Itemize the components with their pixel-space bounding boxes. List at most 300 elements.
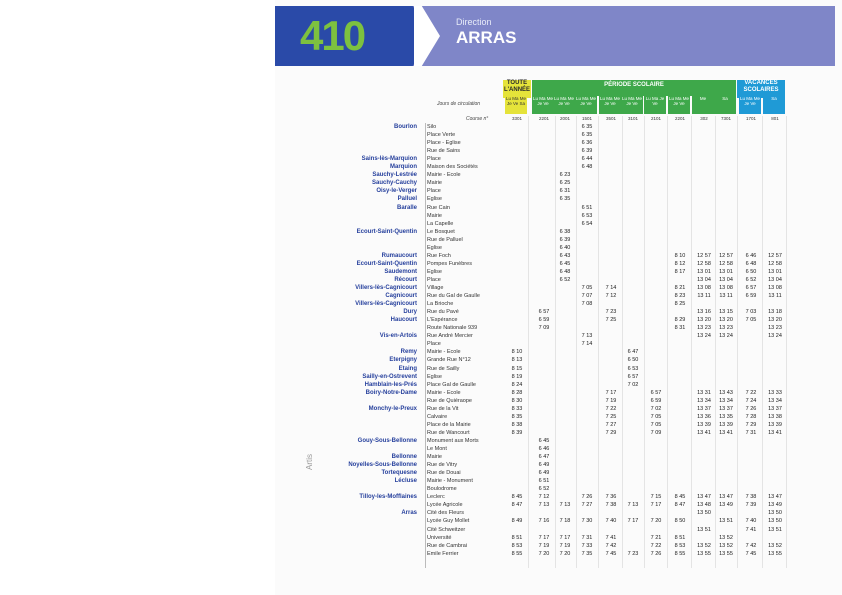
time-cell: 7 09 bbox=[538, 325, 550, 332]
time-cell: 8 55 bbox=[674, 550, 686, 557]
stop-name: Cité des Fleurs bbox=[427, 510, 464, 517]
time-cell: 13 33 bbox=[768, 389, 782, 396]
time-cell: 7 19 bbox=[538, 542, 550, 549]
time-cell: 8 45 bbox=[674, 494, 686, 501]
time-cell: 13 23 bbox=[697, 325, 711, 332]
stop-name: Pompes Funèbres bbox=[427, 260, 472, 267]
stop-name: Lycée Agricole bbox=[427, 502, 463, 509]
time-cell: 12 57 bbox=[768, 252, 782, 259]
column-days-4: Lu Ma Me Je Ve bbox=[599, 96, 621, 114]
course-caption: Course n° bbox=[466, 116, 489, 122]
stop-name: Mairie - Ecole bbox=[427, 349, 461, 356]
column-course-8: 302 bbox=[700, 116, 708, 121]
time-cell: 8 30 bbox=[511, 397, 523, 404]
time-cell: 8 35 bbox=[511, 413, 523, 420]
time-cell: 7 02 bbox=[627, 381, 639, 388]
time-cell: 6 38 bbox=[559, 228, 571, 235]
time-cell: 7 22 bbox=[650, 542, 662, 549]
stop-name: Place bbox=[427, 276, 441, 283]
time-cell: 8 24 bbox=[511, 381, 523, 388]
time-cell: 13 34 bbox=[768, 397, 782, 404]
time-cell: 6 49 bbox=[538, 470, 550, 477]
time-cell: 13 01 bbox=[768, 268, 782, 275]
time-cell: 8 17 bbox=[674, 268, 686, 275]
stop-name: Place bbox=[427, 156, 441, 163]
time-cell: 8 49 bbox=[511, 518, 523, 525]
town-name: Villers-lès-Cagnicourt bbox=[355, 301, 417, 308]
stop-name: Emile Ferrier bbox=[427, 550, 459, 557]
stop-name: Place de la Mairie bbox=[427, 421, 471, 428]
time-cell: 7 30 bbox=[581, 518, 593, 525]
town-name: Baralle bbox=[396, 204, 417, 211]
time-cell: 7 33 bbox=[581, 542, 593, 549]
time-cell: 6 53 bbox=[581, 212, 593, 219]
time-cell: 13 39 bbox=[768, 421, 782, 428]
time-cell: 7 17 bbox=[650, 502, 662, 509]
time-cell: 7 20 bbox=[559, 550, 571, 557]
time-cell: 7 12 bbox=[538, 494, 550, 501]
town-name: Récourt bbox=[394, 276, 417, 283]
town-name: Ecourt-Saint-Quentin bbox=[356, 260, 417, 267]
time-cell: 13 16 bbox=[697, 309, 711, 316]
time-cell: 6 52 bbox=[538, 486, 550, 493]
time-cell: 7 42 bbox=[605, 542, 617, 549]
stop-name: Rue de la Vit bbox=[427, 405, 459, 412]
stop-name: Mairie bbox=[427, 454, 442, 461]
column-course-3: 1501 bbox=[581, 116, 592, 121]
period-holidays: VACANCES SCOLAIRES bbox=[737, 80, 785, 98]
stop-name: Rue Foch bbox=[427, 252, 451, 259]
column-course-9: 7301 bbox=[720, 116, 731, 121]
time-cell: 13 50 bbox=[697, 510, 711, 517]
time-cell: 13 36 bbox=[697, 413, 711, 420]
time-cell: 13 52 bbox=[697, 542, 711, 549]
time-cell: 13 49 bbox=[719, 502, 733, 509]
time-cell: 7 17 bbox=[559, 534, 571, 541]
town-name: Lécluse bbox=[394, 478, 417, 485]
time-cell: 6 46 bbox=[745, 252, 757, 259]
time-cell: 7 38 bbox=[745, 494, 757, 501]
column-course-2: 2001 bbox=[559, 116, 570, 121]
time-cell: 7 25 bbox=[605, 317, 617, 324]
time-cell: 13 08 bbox=[768, 285, 782, 291]
stop-name: Village bbox=[427, 285, 444, 291]
time-cell: 13 35 bbox=[719, 413, 733, 420]
time-cell: 7 41 bbox=[745, 526, 757, 533]
time-cell: 8 33 bbox=[511, 405, 523, 412]
time-cell: 7 12 bbox=[605, 293, 617, 300]
time-cell: 8 47 bbox=[674, 502, 686, 509]
time-cell: 13 04 bbox=[697, 276, 711, 283]
time-cell: 7 13 bbox=[559, 502, 571, 509]
time-cell: 13 41 bbox=[719, 429, 733, 436]
stop-name: Silo bbox=[427, 124, 437, 130]
time-cell: 13 24 bbox=[768, 333, 782, 340]
time-cell: 12 58 bbox=[697, 260, 711, 267]
time-cell: 7 17 bbox=[538, 534, 550, 541]
time-cell: 7 29 bbox=[605, 429, 617, 436]
time-cell: 13 51 bbox=[697, 526, 711, 533]
time-cell: 7 14 bbox=[581, 341, 593, 348]
column-days-9: Sa bbox=[714, 96, 736, 114]
stop-name: Rue de Quiéraope bbox=[427, 397, 472, 404]
time-cell: 6 48 bbox=[581, 164, 593, 171]
time-cell: 13 49 bbox=[768, 502, 782, 509]
time-cell: 13 24 bbox=[719, 333, 733, 340]
town-name: Tilloy-les-Mofflaines bbox=[359, 494, 417, 501]
time-cell: 13 01 bbox=[697, 268, 711, 275]
time-cell: 13 11 bbox=[768, 293, 782, 300]
time-cell: 13 43 bbox=[719, 389, 733, 396]
time-cell: 13 08 bbox=[719, 285, 733, 291]
time-cell: 13 47 bbox=[719, 494, 733, 501]
time-cell: 6 52 bbox=[559, 276, 571, 283]
stop-name: Grande Rue N°12 bbox=[427, 357, 471, 364]
time-cell: 7 05 bbox=[581, 285, 593, 291]
time-cell: 7 23 bbox=[627, 550, 639, 557]
time-cell: 6 35 bbox=[581, 124, 593, 130]
time-cell: 13 34 bbox=[719, 397, 733, 404]
stop-name: Mairie - Monument bbox=[427, 478, 473, 485]
time-cell: 6 52 bbox=[745, 276, 757, 283]
time-cell: 13 24 bbox=[697, 333, 711, 340]
town-name: Hamblain-les-Prés bbox=[364, 381, 417, 388]
time-cell: 7 25 bbox=[605, 413, 617, 420]
column-course-7: 2201 bbox=[674, 116, 685, 121]
stop-name: Mairie - Ecole bbox=[427, 172, 461, 179]
town-name: Villers-lès-Cagnicourt bbox=[355, 285, 417, 291]
stop-name: Maison des Sociétés bbox=[427, 164, 478, 171]
time-cell: 7 16 bbox=[538, 518, 550, 525]
time-cell: 7 36 bbox=[605, 494, 617, 501]
time-cell: 13 20 bbox=[768, 317, 782, 324]
stop-name: Rue de Cambrai bbox=[427, 542, 468, 549]
time-cell: 13 38 bbox=[768, 413, 782, 420]
column-course-0: 3301 bbox=[511, 116, 522, 121]
time-cell: 8 53 bbox=[674, 542, 686, 549]
time-cell: 7 09 bbox=[650, 429, 662, 436]
time-cell: 7 22 bbox=[745, 389, 757, 396]
time-cell: 7 05 bbox=[745, 317, 757, 324]
time-cell: 6 48 bbox=[745, 260, 757, 267]
time-cell: 6 59 bbox=[745, 293, 757, 300]
town-name: Noyelles-Sous-Bellonne bbox=[348, 462, 417, 469]
town-name: Arras bbox=[401, 510, 417, 517]
column-days-8: Me bbox=[692, 96, 714, 114]
stop-name: Place bbox=[427, 188, 441, 195]
time-cell: 6 49 bbox=[538, 462, 550, 469]
column-days-7: Lu Ma Me Je Ve bbox=[668, 96, 690, 114]
time-cell: 6 39 bbox=[559, 236, 571, 243]
time-cell: 6 50 bbox=[745, 268, 757, 275]
time-cell: 7 29 bbox=[745, 421, 757, 428]
column-course-5: 3101 bbox=[627, 116, 638, 121]
time-cell: 6 47 bbox=[627, 349, 639, 356]
time-cell: 13 23 bbox=[768, 325, 782, 332]
time-cell: 6 57 bbox=[745, 285, 757, 291]
time-cell: 8 12 bbox=[674, 260, 686, 267]
time-cell: 8 55 bbox=[511, 550, 523, 557]
stop-name: Rue Cain bbox=[427, 204, 450, 211]
time-cell: 7 02 bbox=[650, 405, 662, 412]
column-days-1: Lu Ma Me Je Ve bbox=[532, 96, 554, 114]
town-name: Gouy-Sous-Bellonne bbox=[357, 437, 417, 444]
time-cell: 7 35 bbox=[581, 550, 593, 557]
stop-name: Eglise bbox=[427, 373, 442, 380]
time-cell: 7 19 bbox=[559, 542, 571, 549]
town-name: Eterpigny bbox=[389, 357, 417, 364]
time-cell: 13 23 bbox=[719, 325, 733, 332]
time-cell: 13 31 bbox=[697, 389, 711, 396]
time-cell: 7 40 bbox=[745, 518, 757, 525]
time-cell: 6 31 bbox=[559, 188, 571, 195]
time-cell: 7 27 bbox=[581, 502, 593, 509]
time-cell: 7 40 bbox=[605, 518, 617, 525]
town-name: Ecourt-Saint-Quentin bbox=[356, 228, 417, 235]
time-cell: 13 50 bbox=[768, 510, 782, 517]
time-cell: 8 19 bbox=[511, 373, 523, 380]
time-cell: 13 04 bbox=[768, 276, 782, 283]
town-name: Etaing bbox=[398, 365, 417, 372]
time-cell: 12 57 bbox=[697, 252, 711, 259]
stop-name: Le Bosquet bbox=[427, 228, 455, 235]
column-course-11: 801 bbox=[771, 116, 779, 121]
stop-name: Mairie - Ecole bbox=[427, 389, 461, 396]
stop-name: Mairie bbox=[427, 180, 442, 187]
time-cell: 6 54 bbox=[581, 220, 593, 227]
stop-name: Université bbox=[427, 534, 452, 541]
time-cell: 6 40 bbox=[559, 244, 571, 251]
stop-name: Eglise bbox=[427, 268, 442, 275]
time-cell: 7 15 bbox=[650, 494, 662, 501]
direction-value: ARRAS bbox=[456, 28, 517, 47]
town-name: Cagnicourt bbox=[385, 293, 417, 300]
time-cell: 6 51 bbox=[538, 478, 550, 485]
time-cell: 13 11 bbox=[719, 293, 733, 300]
side-text: Artis bbox=[305, 454, 314, 470]
time-cell: 12 58 bbox=[719, 260, 733, 267]
time-cell: 7 22 bbox=[605, 405, 617, 412]
column-days-11: Sa bbox=[763, 96, 785, 114]
time-cell: 13 20 bbox=[719, 317, 733, 324]
time-cell: 8 51 bbox=[511, 534, 523, 541]
time-cell: 13 01 bbox=[719, 268, 733, 275]
column-course-4: 3501 bbox=[605, 116, 616, 121]
period-school: PÉRIODE SCOLAIRE bbox=[532, 80, 736, 96]
time-cell: 8 53 bbox=[511, 542, 523, 549]
direction-label: Direction bbox=[456, 17, 492, 27]
column-days-6: Lu Ma Je Ve bbox=[644, 96, 666, 114]
stop-name: Place bbox=[427, 341, 441, 348]
time-cell: 6 25 bbox=[559, 180, 571, 187]
column-days-2: Lu Ma Me Je Ve bbox=[553, 96, 575, 114]
time-cell: 6 36 bbox=[581, 140, 593, 147]
stop-name: Lycée Guy Mollet bbox=[427, 518, 470, 525]
time-cell: 7 13 bbox=[627, 502, 639, 509]
stop-name: Rue de Sailly bbox=[427, 365, 460, 372]
time-cell: 13 34 bbox=[697, 397, 711, 404]
time-cell: 7 31 bbox=[745, 429, 757, 436]
town-name: Rumaucourt bbox=[381, 252, 417, 259]
town-name: Sains-lès-Marquion bbox=[361, 156, 417, 163]
time-cell: 8 45 bbox=[511, 494, 523, 501]
time-cell: 12 58 bbox=[768, 260, 782, 267]
town-name: Tortequesne bbox=[381, 470, 417, 477]
town-name: Marquion bbox=[390, 164, 417, 171]
stop-name: La Capelle bbox=[427, 220, 454, 227]
time-cell: 13 55 bbox=[719, 550, 733, 557]
time-cell: 7 07 bbox=[581, 293, 593, 300]
time-cell: 7 21 bbox=[650, 534, 662, 541]
time-cell: 8 28 bbox=[511, 389, 523, 396]
time-cell: 8 13 bbox=[511, 357, 523, 364]
time-cell: 8 25 bbox=[674, 301, 686, 308]
time-cell: 7 13 bbox=[538, 502, 550, 509]
time-cell: 7 41 bbox=[605, 534, 617, 541]
time-cell: 13 37 bbox=[719, 405, 733, 412]
stop-name: Rue de Sains bbox=[427, 148, 461, 155]
column-course-10: 1701 bbox=[745, 116, 756, 121]
stop-name: Le Mont bbox=[427, 446, 447, 452]
time-cell: 7 08 bbox=[581, 301, 593, 308]
stop-name: Eglise bbox=[427, 244, 442, 251]
time-cell: 7 45 bbox=[605, 550, 617, 557]
column-days-0: Lu Ma Me Je Ve Sa bbox=[505, 96, 527, 114]
time-cell: 6 59 bbox=[538, 317, 550, 324]
town-name: Dury bbox=[403, 309, 417, 316]
stop-name: Boulodrome bbox=[427, 486, 457, 493]
town-name: Saudemont bbox=[384, 268, 417, 275]
stop-name: Cité Schweitzer bbox=[427, 526, 466, 533]
stop-name: Rue de Palluel bbox=[427, 236, 463, 243]
column-days-10: Lu Ma Me Je Ve bbox=[739, 96, 761, 114]
time-cell: 13 41 bbox=[697, 429, 711, 436]
town-name: Sailly-en-Ostrevent bbox=[362, 373, 417, 380]
time-cell: 6 47 bbox=[538, 454, 550, 461]
time-cell: 6 44 bbox=[581, 156, 593, 163]
column-days-5: Lu Ma Me Je Ve bbox=[621, 96, 643, 114]
time-cell: 6 43 bbox=[559, 252, 571, 259]
time-cell: 7 45 bbox=[745, 550, 757, 557]
time-cell: 7 20 bbox=[538, 550, 550, 557]
time-cell: 13 39 bbox=[719, 421, 733, 428]
time-cell: 13 52 bbox=[719, 534, 733, 541]
town-name: Monchy-le-Preux bbox=[368, 405, 417, 412]
time-cell: 6 48 bbox=[559, 268, 571, 275]
period-all-year: TOUTE L'ANNÉE bbox=[503, 80, 531, 98]
stop-divider bbox=[425, 123, 426, 568]
time-cell: 7 17 bbox=[627, 518, 639, 525]
stop-name: Rue André Mercier bbox=[427, 333, 473, 340]
time-cell: 13 51 bbox=[719, 518, 733, 525]
time-cell: 7 03 bbox=[745, 309, 757, 316]
stop-name: Rue de Vitry bbox=[427, 462, 458, 469]
time-cell: 8 23 bbox=[674, 293, 686, 300]
stop-name: Rue du Pavé bbox=[427, 309, 459, 316]
time-cell: 8 39 bbox=[511, 429, 523, 436]
time-cell: 12 57 bbox=[719, 252, 733, 259]
time-cell: 6 35 bbox=[581, 132, 593, 139]
column-course-1: 2201 bbox=[538, 116, 549, 121]
time-cell: 8 10 bbox=[511, 349, 523, 356]
time-cell: 6 45 bbox=[538, 437, 550, 444]
column-days-3: Lu Ma Me Je Ve bbox=[575, 96, 597, 114]
time-cell: 13 41 bbox=[768, 429, 782, 436]
time-cell: 13 50 bbox=[768, 518, 782, 525]
time-cell: 13 39 bbox=[697, 421, 711, 428]
stop-name: Place - Eglise bbox=[427, 140, 461, 147]
time-cell: 7 20 bbox=[650, 518, 662, 525]
time-cell: 8 21 bbox=[674, 285, 686, 291]
route-number: 410 bbox=[300, 12, 365, 59]
time-cell: 6 57 bbox=[627, 373, 639, 380]
time-cell: 7 39 bbox=[745, 502, 757, 509]
time-cell: 7 24 bbox=[745, 397, 757, 404]
time-cell: 13 37 bbox=[768, 405, 782, 412]
time-cell: 7 05 bbox=[650, 421, 662, 428]
time-cell: 7 13 bbox=[581, 333, 593, 340]
time-cell: 13 47 bbox=[697, 494, 711, 501]
time-cell: 8 47 bbox=[511, 502, 523, 509]
time-cell: 13 18 bbox=[768, 309, 782, 316]
stop-name: La Brioche bbox=[427, 301, 454, 308]
time-cell: 6 53 bbox=[627, 365, 639, 372]
time-cell: 6 46 bbox=[538, 446, 550, 452]
time-cell: 13 37 bbox=[697, 405, 711, 412]
stop-name: Rue du Gal de Gaulle bbox=[427, 293, 480, 300]
town-name: Haucourt bbox=[390, 317, 417, 324]
time-cell: 13 04 bbox=[719, 276, 733, 283]
time-cell: 8 15 bbox=[511, 365, 523, 372]
time-cell: 13 51 bbox=[768, 526, 782, 533]
time-cell: 13 15 bbox=[719, 309, 733, 316]
stop-name: Route Nationale 939 bbox=[427, 325, 478, 332]
time-cell: 8 29 bbox=[674, 317, 686, 324]
time-cell: 13 20 bbox=[697, 317, 711, 324]
time-cell: 8 38 bbox=[511, 421, 523, 428]
time-cell: 7 27 bbox=[605, 421, 617, 428]
time-cell: 13 47 bbox=[768, 494, 782, 501]
time-cell: 6 51 bbox=[581, 204, 593, 211]
time-cell: 6 50 bbox=[627, 357, 639, 364]
time-cell: 6 57 bbox=[650, 389, 662, 396]
time-cell: 7 14 bbox=[605, 285, 617, 291]
time-cell: 13 52 bbox=[719, 542, 733, 549]
stop-name: L'Espérance bbox=[427, 317, 458, 324]
time-cell: 7 28 bbox=[745, 413, 757, 420]
time-cell: 7 05 bbox=[650, 413, 662, 420]
time-cell: 6 45 bbox=[559, 260, 571, 267]
time-cell: 6 23 bbox=[559, 172, 571, 179]
time-cell: 13 08 bbox=[697, 285, 711, 291]
time-cell: 7 19 bbox=[605, 397, 617, 404]
time-cell: 7 26 bbox=[650, 550, 662, 557]
time-cell: 13 48 bbox=[697, 502, 711, 509]
stop-name: Place Gal de Gaulle bbox=[427, 381, 476, 388]
stop-name: Calvaire bbox=[427, 413, 448, 420]
time-cell: 6 59 bbox=[650, 397, 662, 404]
time-cell: 13 55 bbox=[768, 550, 782, 557]
town-name: Sauchy-Lestrée bbox=[372, 172, 417, 179]
stop-name: Eglise bbox=[427, 196, 442, 203]
town-name: Palluel bbox=[397, 196, 417, 203]
town-name: Sauchy-Cauchy bbox=[371, 180, 417, 187]
time-cell: 13 52 bbox=[768, 542, 782, 549]
town-name: Bellonne bbox=[391, 454, 417, 461]
town-name: Vis-en-Artois bbox=[379, 333, 417, 340]
town-name: Oisy-le-Verger bbox=[376, 188, 417, 195]
time-cell: 13 11 bbox=[697, 293, 711, 300]
